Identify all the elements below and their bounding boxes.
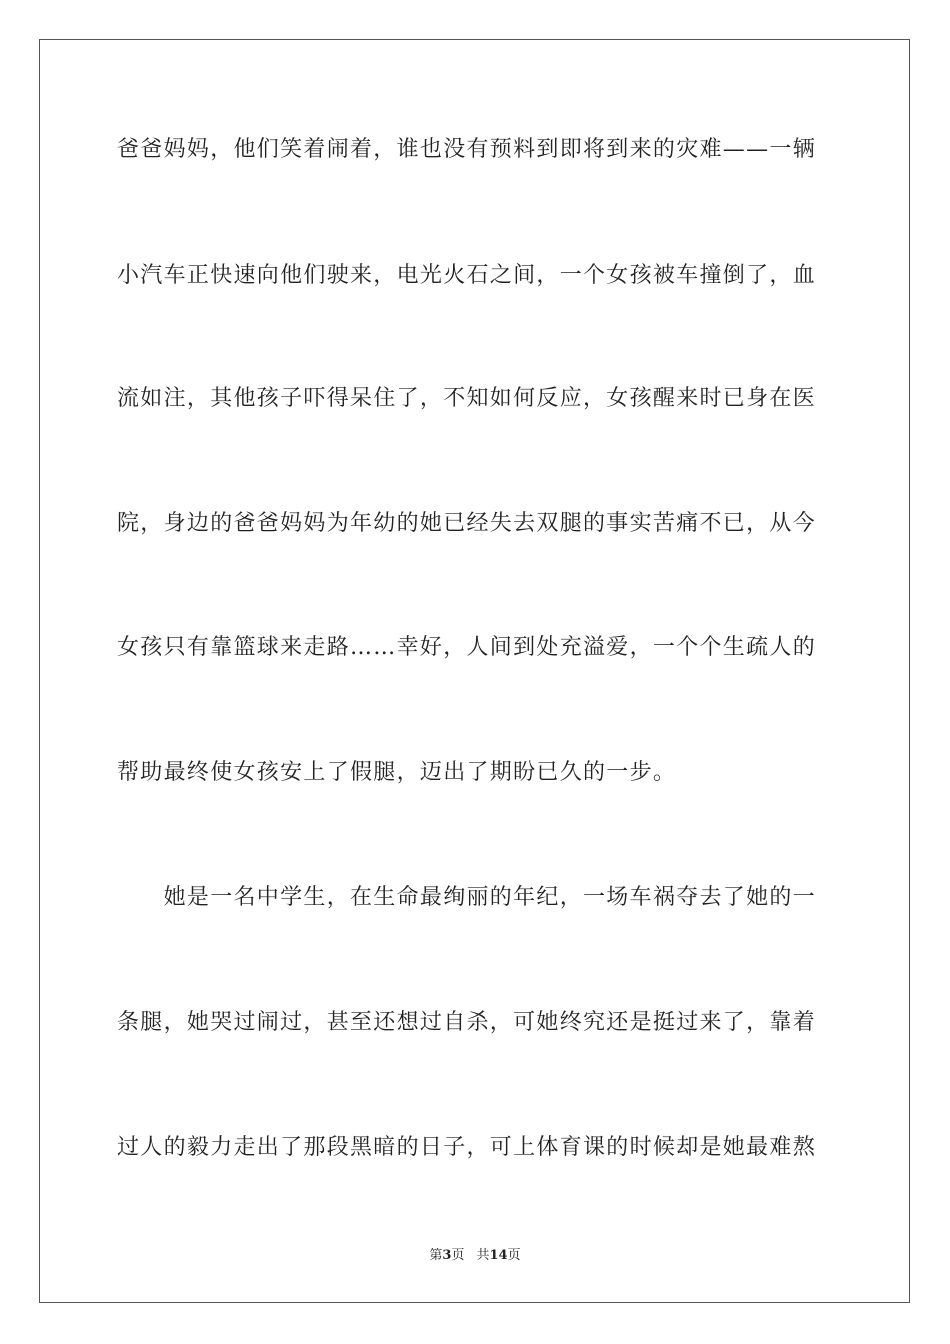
page-number: 3 bbox=[442, 1248, 452, 1263]
body-text-line: 过人的毅力走出了那段黑暗的日子，可上体育课的时候却是她最难熬 bbox=[117, 1135, 817, 1160]
page-footer bbox=[0, 1247, 950, 1265]
body-text-line: 爸爸妈妈，他们笑着闹着，谁也没有预料到即将到来的灾难——一辆 bbox=[117, 137, 817, 162]
body-text-line: 她是一名中学生，在生命最绚丽的年纪，一场车祸夺去了她的一 bbox=[117, 885, 817, 910]
total-pages: 14 bbox=[489, 1248, 508, 1263]
body-text-line: 小汽车正快速向他们驶来，电光火石之间，一个女孩被车撞倒了，血 bbox=[117, 263, 817, 288]
body-text-line: 流如注，其他孩子吓得呆住了，不知如何反应，女孩醒来时已身在医 bbox=[117, 386, 817, 411]
page-frame bbox=[39, 39, 910, 1303]
total-prefix: 共 bbox=[476, 1248, 490, 1263]
body-text-line: 帮助最终使女孩安上了假腿，迈出了期盼已久的一步。 bbox=[117, 760, 677, 785]
page-suffix: 页 bbox=[451, 1248, 465, 1263]
body-text-line: 女孩只有靠篮球来走路……幸好，人间到处充溢爱，一个个生疏人的 bbox=[117, 635, 817, 660]
page-prefix: 第 bbox=[429, 1248, 443, 1263]
body-text-line: 条腿，她哭过闹过，甚至还想过自杀，可她终究还是挺过来了，靠着 bbox=[117, 1010, 817, 1035]
total-suffix: 页 bbox=[507, 1248, 521, 1263]
body-text-line: 院，身边的爸爸妈妈为年幼的她已经失去双腿的事实苦痛不已，从今 bbox=[117, 511, 817, 536]
